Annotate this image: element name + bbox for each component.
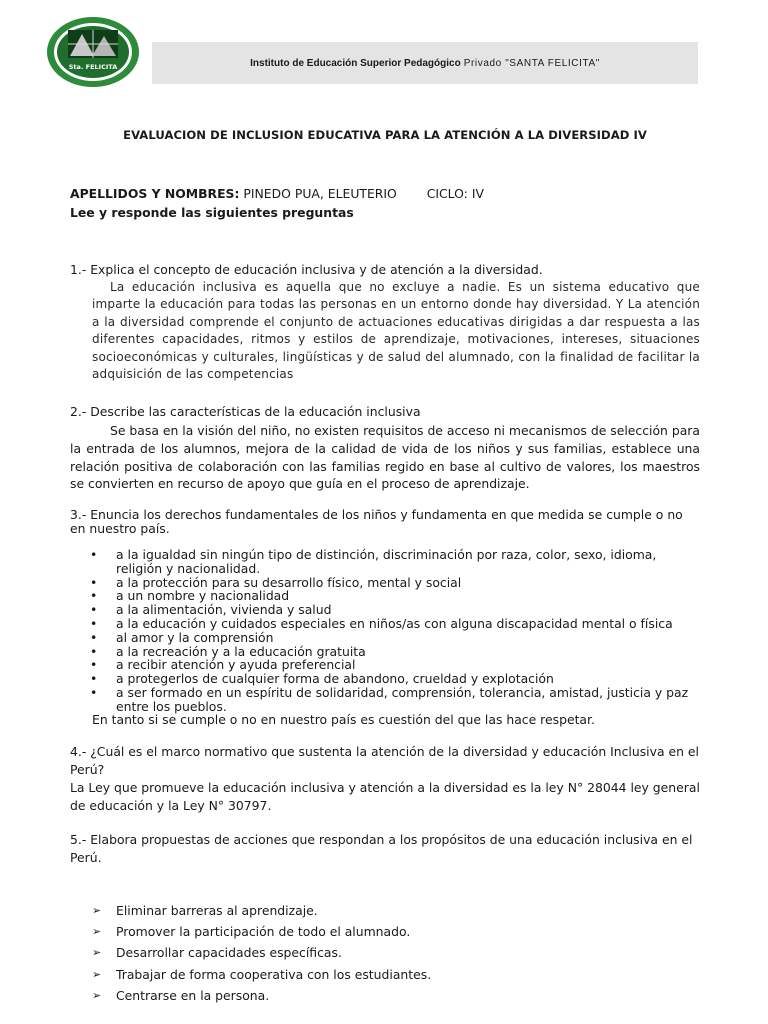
institution-banner [152,42,698,84]
question-5: 5.- Elabora propuestas de acciones que respondan a los propósitos de una educación inclusiva en el Perú. [70,832,693,865]
question-2: 2.- Describe las características de la educación inclusiva [70,404,421,419]
document-title: EVALUACION DE INCLUSION EDUCATIVA PARA LA ATENCIÓN A LA DIVERSIDAD IV [123,128,647,142]
answer-4: La Ley que promueve la educación inclusiva y atención a la diversidad es la ley N° 28044 ley general de educación y la Ley N° 30797. [70,780,700,813]
name-value: PINEDO PUA, ELEUTERIO [243,186,397,201]
cycle-value: IV [471,186,484,201]
cycle-label: CICLO: [426,186,468,201]
list-item: • a ser formado en un espíritu de solidaridad, comprensión, tolerancia, amistad, justicia y paz entre los pueblos. [90,684,689,714]
list-item: • a protegerlos de cualquier forma de abandono, crueldad y explotación [90,671,554,687]
question-3: 3.- Enuncia los derechos fundamentales de los niños y fundamenta en que medida se cumple o no en nuestro país. [70,507,683,536]
question-4: 4.- ¿Cuál es el marco normativo que sustenta la atención de la diversidad y educación Inclusiva en el Perú? [70,744,699,777]
list-item: ➢ Desarrollar capacidades específicas. [92,945,342,961]
list-item: • a la recreación y a la educación gratuita [90,643,366,659]
list-item: ➢ Centrarse en la persona. [92,987,270,1003]
list-item: • a la igualdad sin ningún tipo de distinción, discriminación por raza, color, sexo, idioma, religión y nacionalidad. [90,547,657,576]
institution-logo [46,16,140,88]
list-item: • a la alimentación, vivienda y salud [90,602,332,618]
instruction: Lee y responde las siguientes preguntas [70,205,354,220]
logo-caption: Sta. FELICITA [68,63,118,71]
student-info-line [70,186,484,201]
actions-list [92,902,592,1008]
arrow-bullet-icon: ➢ [92,946,102,960]
answer-1: La educación inclusiva es aquella que no excluye a nadie. Es un sistema educativo que imparte la educación para todas las personas en un entorno donde hay diversidad. Y La atención a la diversidad comprende el conjunto de actuaciones educativas dirigidas a dar respuesta a las diferentes capacidades, ritmos y estilos de aprendizaje, motivaciones, intereses, situaciones socioeconómicas y culturales, lingüísticas y de salud del alumnado, con la finalidad de facilitar la adquisición de las competencias [92,280,700,382]
list-item: ➢ Eliminar barreras al aprendizaje. [92,903,318,918]
rights-conclusion: En tanto si se cumple o no en nuestro país es cuestión del que las hace respetar. [92,712,595,727]
arrow-bullet-icon: ➢ [92,988,102,1002]
arrow-bullet-icon: ➢ [92,904,102,917]
institute-name: Instituto de Educación Superior Pedagógico [250,57,461,69]
name-label: APELLIDOS Y NOMBRES: [70,186,240,201]
question-1: 1.- Explica el concepto de educación inclusiva y de atención a la diversidad. [70,262,543,277]
list-item: ➢ Promover la participación de todo el alumnado. [92,924,411,940]
list-item: • al amor y la comprensión [90,629,274,645]
institute-type: Privado "SANTA FELICITA" [463,57,600,69]
arrow-bullet-icon: ➢ [92,967,102,981]
rights-list [90,548,702,714]
list-item: • a la educación y cuidados especiales en niños/as con alguna discapacidad mental o física [90,615,673,631]
list-item: ➢ Trabajar de forma cooperativa con los estudiantes. [92,966,432,982]
list-item: • a la protección para su desarrollo físico, mental y social [90,574,462,590]
list-item: • a un nombre y nacionalidad [90,588,290,604]
arrow-bullet-icon: ➢ [92,925,102,939]
list-item: • a recibir atención y ayuda preferencial [90,657,356,673]
answer-2: Se basa en la visión del niño, no existen requisitos de acceso ni mecanismos de selección para la entrada de los alumnos, mejora de la calidad de vida de los niños y sus familias, establece una relación positiva de colaboración con las familias regido en base al cultivo de valores, los maestros se convierten en recurso de apoyo que guía en el proceso de aprendizaje. [70,423,700,492]
